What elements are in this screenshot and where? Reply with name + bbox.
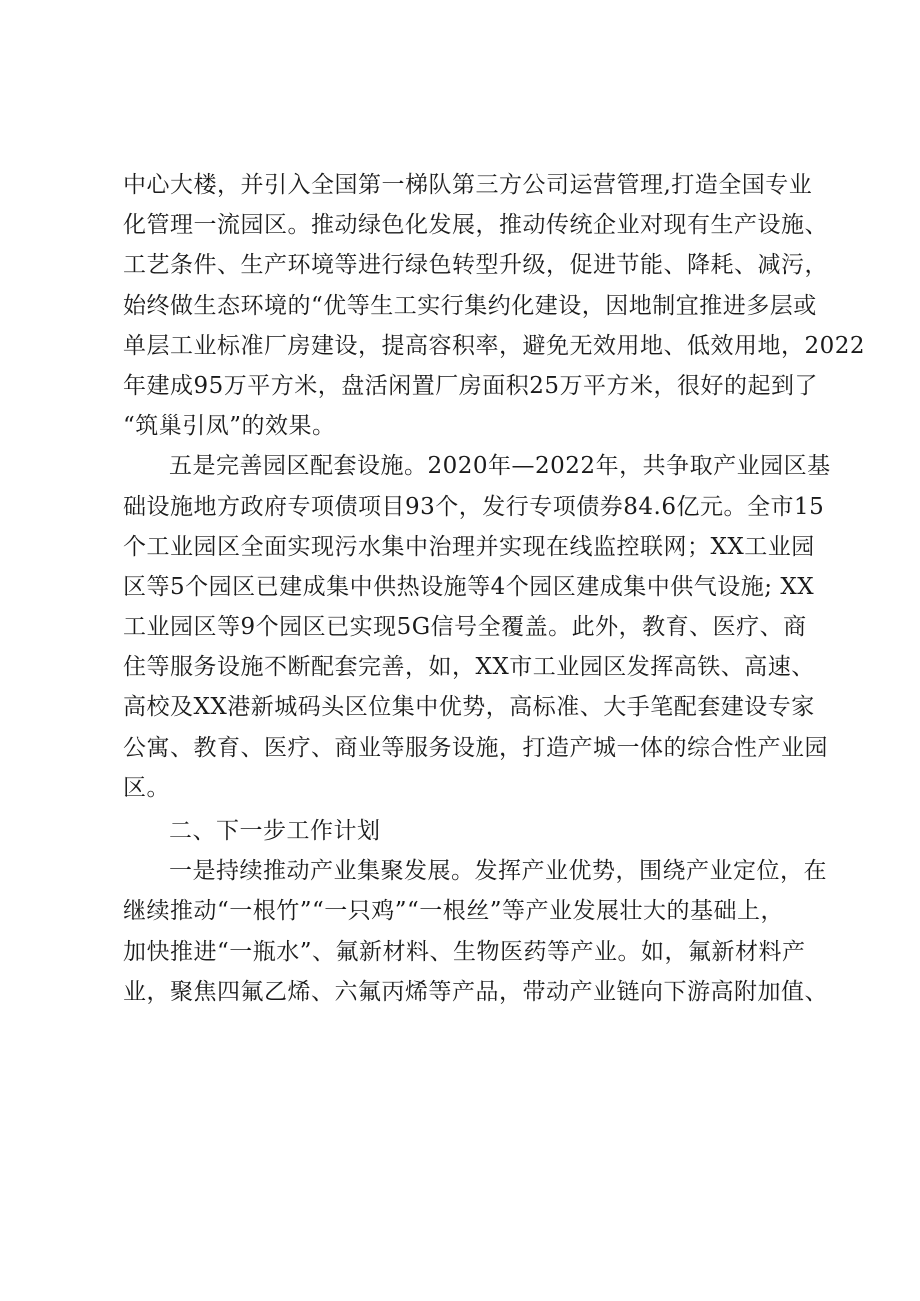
paragraph-line: 中心大楼，并引入全国第一梯队第三方公司运营管理,打造全国专业 [123,172,813,198]
paragraph-line: 化管理一流园区。推动绿色化发展，推动传统企业对现有生产设施、 [123,212,828,239]
paragraph-line: 加快推进“一瓶水”、氟新材料、生物医药等产业。如，氟新材料产 [123,938,806,965]
paragraph-line: 住等服务设施不断配套完善，如，XX市工业园区发挥高铁、高速、 [123,654,815,681]
paragraph-line: 础设施地方政府专项债项目93个，发行专项债券84.6亿元。全市15 [123,493,825,520]
paragraph-line: 个工业园区全面实现污水集中治理并实现在线监控联网；XX工业园 [123,533,815,560]
paragraph-line: 公寓、教育、医疗、商业等服务设施，打造产城一体的综合性产业园 [123,734,828,761]
paragraph-line: 年建成95万平方米，盘活闲置厂房面积25万平方米，很好的起到了 [123,372,819,399]
paragraph-line: 业，聚焦四氟乙烯、六氟丙烯等产品，带动产业链向下游高附加值、 [123,978,828,1005]
paragraph-start-line: 一是持续推动产业集聚发展。发挥产业优势，围绕产业定位，在 [169,858,827,885]
paragraph-start-line: 五是完善园区配套设施。2020年—2022年，共争取产业园区基 [169,453,831,480]
paragraph-line: 区。 [123,774,170,801]
paragraph-line: 工业园区等9个园区已实现5G信号全覆盖。此外，教育、医疗、商 [123,614,807,641]
paragraph-line: 继续推动“一根竹”“一只鸡”“一根丝”等产业发展壮大的基础上， [123,898,785,925]
paragraph-line: 始终做生态环境的“优等生工实行集约化建设，因地制宜推进多层或 [123,292,817,319]
document-body [123,165,866,1012]
paragraph-line: 工艺条件、生产环境等进行绿色转型升级，促进节能、降耗、减污， [123,252,828,279]
section-heading: 二、下一步工作计划 [169,818,381,844]
paragraph-line: “筑巢引凤”的效果。 [123,413,336,440]
paragraph-line: 区等5个园区已建成集中供热设施等4个园区建成集中供气设施; XX [123,573,815,600]
paragraph-line: 高校及XX港新城码头区位集中优势，高标准、大手笔配套建设专家 [123,694,815,721]
paragraph-line: 单层工业标准厂房建设，提高容积率，避免无效用地、低效用地，2022 [123,332,866,359]
